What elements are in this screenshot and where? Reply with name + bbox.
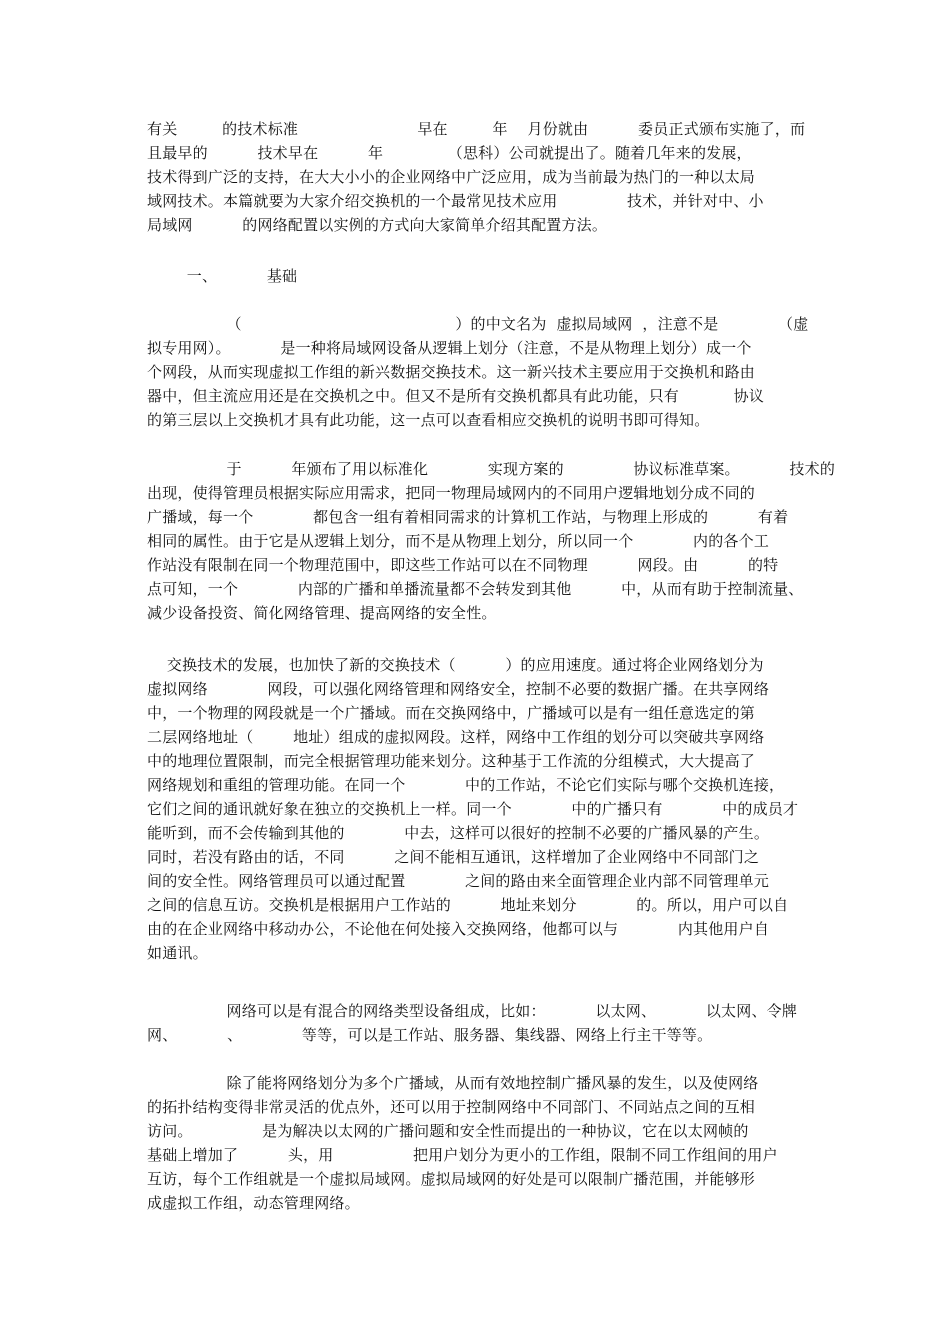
text-line: 二层网络地址（ 地址）组成的虚拟网段。这样，网络中工作组的划分可以突破共享网络 [147, 728, 765, 746]
text-line: 于 年颁布了用以标准化 实现方案的 协议标准草案。 技术的 [147, 460, 836, 478]
text-line: 的第三层以上交换机才具有此功能，这一点可以查看相应交换机的说明书即可得知。 [147, 411, 710, 429]
text-line: 网络可以是有混合的网络类型设备组成，比如： 以太网、 以太网、令牌 [147, 1002, 798, 1020]
text-line: 局域网 的网络配置以实例的方式向大家简单介绍其配置方法。 [147, 216, 608, 234]
text-line: 的拓扑结构变得非常灵活的优点外，还可以用于控制网络中不同部门、不同站点之间的互相 [147, 1098, 756, 1116]
text-line: 拟专用网）。 是一种将局域网设备从逻辑上划分（注意，不是从物理上划分）成一个 [147, 339, 752, 357]
text-line: 之间的信息互访。交换机是根据用户工作站的 地址来划分 的。所以，用户可以自 [147, 896, 789, 914]
text-line: 能听到，而不会传输到其他的 中去，这样可以很好的控制不必要的广播风暴的产生。 [147, 824, 770, 842]
text-line: 出现，使得管理员根据实际应用需求，把同一物理局域网内的不同用户逻辑地划分成不同的 [147, 484, 756, 502]
text-line: 如通讯。 [147, 944, 208, 962]
text-line: 基础上增加了 头，用 把用户划分为更小的工作组，限制不同工作组间的用户 [147, 1146, 778, 1164]
text-line: 减少设备投资、简化网络管理、提高网络的安全性。 [147, 604, 497, 622]
text-line: 点可知，一个 内部的广播和单播流量都不会转发到其他 中，从而有助于控制流量、 [147, 580, 804, 598]
text-line: 域网技术。本篇就要为大家介绍交换机的一个最常见技术应用 技术，并针对中、小 [147, 192, 764, 210]
text-line: 且最早的 技术早在 年 （思科）公司就提出了。随着几年来的发展， [147, 144, 752, 162]
text-line: 广播域，每一个 都包含一组有着相同需求的计算机工作站，与物理上形成的 有着 [147, 508, 789, 526]
text-line: 网、 、 等等，可以是工作站、服务器、集线器、网络上行主干等等。 [147, 1026, 713, 1044]
text-line: 交换技术的发展，也加快了新的交换技术（ ）的应用速度。通过将企业网络划分为 [147, 656, 764, 674]
text-line: 成虚拟工作组，动态管理网络。 [147, 1194, 360, 1212]
text-line: 技术得到广泛的支持，在大大小小的企业网络中广泛应用，成为当前最为热门的一种以太局 [147, 168, 756, 186]
text-line: 除了能将网络划分为多个广播域，从而有效地控制广播风暴的发生，以及使网络 [147, 1074, 759, 1092]
text-line: 相同的属性。由于它是从逻辑上划分，而不是从物理上划分，所以同一个 内的各个工 [147, 532, 770, 550]
text-line: 同时，若没有路由的话，不同 之间不能相互通讯，这样增加了企业网络中不同部门之 [147, 848, 760, 866]
text-line: 网络规划和重组的管理功能。在同一个 中的工作站，不论它们实际与哪个交换机连接， [147, 776, 785, 794]
text-line: 访问。 是为解决以太网的广播问题和安全性而提出的一种协议，它在以太网帧的 [147, 1122, 749, 1140]
text-line: 器中，但主流应用还是在交换机之中。但又不是所有交换机都具有此功能，只有 协议 [147, 387, 765, 405]
text-line: 由的在企业网络中移动办公，不论他在何处接入交换网络，他都可以与 内其他用户自 [147, 920, 770, 938]
text-line: 间的安全性。网络管理员可以通过配置 之间的路由来全面管理企业内部不同管理单元 [147, 872, 770, 890]
text-line: 中，一个物理的网段就是一个广播域。而在交换网络中，广播域可以是有一组任意选定的第 [147, 704, 756, 722]
text-line: 虚拟网络 网段，可以强化网络管理和网络安全，控制不必要的数据广播。在共享网络 [147, 680, 770, 698]
text-line: 一、 基础 [147, 267, 298, 285]
text-line: （ ）的中文名为 虚拟局域网 ，注意不是 （虚 [147, 315, 809, 333]
text-line: 它们之间的通讯就好象在独立的交换机上一样。同一个 中的广播只有 中的成员才 [147, 800, 799, 818]
text-line: 作站没有限制在同一个物理范围中，即这些工作站可以在不同物理 网段。由 的特 [147, 556, 779, 574]
text-line: 互访，每个工作组就是一个虚拟局域网。虚拟局域网的好处是可以限制广播范围，并能够形 [147, 1170, 756, 1188]
text-line: 个网段，从而实现虚拟工作组的新兴数据交换技术。这一新兴技术主要应用于交换机和路由 [147, 363, 756, 381]
text-line: 中的地理位置限制，而完全根据管理功能来划分。这种基于工作流的分组模式，大大提高了 [147, 752, 756, 770]
text-line: 有关 的技术标准 早在 年 月份就由 委员正式颁布实施了，而 [147, 120, 806, 138]
